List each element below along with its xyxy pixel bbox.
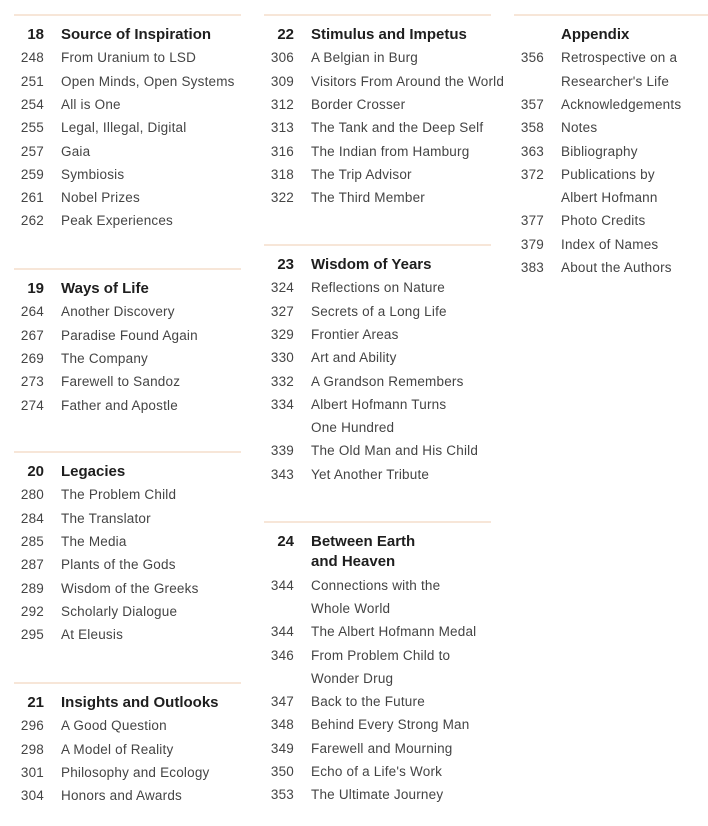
page-number: 327 [270,303,294,319]
section-divider [14,14,241,16]
page-number: 264 [20,304,44,320]
entry-title: The Problem Child [61,487,177,503]
chapter-title: Ways of Life [61,280,149,297]
entry-title: Father and Apostle [61,397,178,413]
section-divider [264,244,491,246]
chapter-number: 20 [27,463,44,480]
entry-title: Open Minds, Open Systems [61,73,235,89]
entry-title: Wonder Drug [311,670,394,686]
entry-title: Albert Hofmann Turns [311,396,447,412]
page-number: 349 [270,740,294,756]
section-divider [14,451,241,453]
page-number: 377 [520,213,544,229]
section-divider [264,14,491,16]
chapter-title: Insights and Outlooks [61,694,219,711]
page-number: 334 [270,396,294,412]
chapter-number: 19 [27,280,44,297]
entry-title: Paradise Found Again [61,327,198,343]
page-number: 255 [20,120,44,136]
page-number: 301 [20,764,44,780]
section-divider [264,521,491,523]
entry-title: Border Crosser [311,96,406,112]
page-number: 363 [520,143,544,159]
entry-title: All is One [61,96,121,112]
chapter-number: 21 [27,694,44,711]
entry-title: A Good Question [61,718,167,734]
page-number: 259 [20,166,44,182]
page-number: 343 [270,466,294,482]
page-number: 251 [20,73,44,89]
entry-title: Index of Names [561,236,659,252]
entry-title: Wisdom of the Greeks [61,580,199,596]
entry-title: Plants of the Gods [61,557,176,573]
page-number: 379 [520,236,544,252]
page-number: 257 [20,143,44,159]
chapter-number: 22 [277,26,294,43]
page-number: 330 [270,350,294,366]
entry-title: About the Authors [561,260,672,275]
page-number: 274 [20,397,44,413]
page-number: 295 [20,627,44,643]
page-number: 348 [270,717,294,733]
chapter-number: 24 [277,533,294,550]
chapter-title: Stimulus and Impetus [311,26,467,43]
entry-title: Connections with the [311,577,441,593]
page-number: 285 [20,533,44,549]
entry-title: The Translator [61,510,151,526]
page-number: 347 [270,694,294,710]
page-number: 329 [270,326,294,342]
entry-title: Whole World [311,600,391,616]
entry-title: Researcher's Life [561,73,670,89]
entry-title: The Indian from Hamburg [311,143,470,159]
entry-title: Yet Another Tribute [311,466,430,482]
entry-title: Notes [561,120,598,136]
entry-title: The Trip Advisor [311,166,412,182]
page-number: 248 [20,50,44,66]
page-number: 298 [20,741,44,757]
page-number: 287 [20,557,44,573]
page-number: 262 [20,213,44,229]
page-number: 284 [20,510,44,526]
section-divider [14,268,241,270]
page-number: 289 [20,580,44,596]
entry-title: Secrets of a Long Life [311,303,447,319]
page-number: 372 [520,166,544,182]
entry-title: The Media [61,533,127,549]
page-number: 383 [520,260,544,275]
entry-title: Scholarly Dialogue [61,603,178,619]
page-number: 316 [270,143,294,159]
page-number: 353 [270,787,294,803]
page-number: 313 [270,120,294,136]
entry-title: A Grandson Remembers [311,373,464,389]
entry-title: The Albert Hofmann Medal [311,624,477,640]
entry-title: The Company [61,350,148,366]
entry-title: One Hundred [311,420,395,436]
entry-title: Gaia [61,143,91,159]
page-number: 304 [20,788,44,804]
page-number: 324 [270,280,294,296]
entry-title: Bibliography [561,143,638,159]
page-number: 346 [270,647,294,663]
entry-title: Legal, Illegal, Digital [61,120,187,136]
entry-title: Philosophy and Ecology [61,764,210,780]
page-number: 254 [20,96,44,112]
entry-title: Another Discovery [61,304,175,320]
chapter-number: 18 [27,26,44,43]
chapter-title: Between Earth [311,533,416,550]
chapter-number: 23 [277,256,294,273]
chapter-title-line-2: and Heaven [311,553,396,571]
entry-title: Symbiosis [61,166,125,182]
entry-title: At Eleusis [61,627,124,643]
page-number: 344 [270,624,294,640]
chapter-title: Appendix [561,26,630,43]
entry-title: Reflections on Nature [311,280,446,296]
page-number: 332 [270,373,294,389]
entry-title: Echo of a Life's Work [311,764,443,779]
page-number: 339 [270,443,294,459]
chapter-title: Source of Inspiration [61,26,212,43]
entry-title: Acknowledgements [561,96,682,112]
entry-title: Nobel Prizes [61,190,140,206]
page-number: 280 [20,487,44,503]
page-number: 269 [20,350,44,366]
page-number: 292 [20,603,44,619]
chapter-title: Legacies [61,463,126,480]
entry-title: From Problem Child to [311,647,451,663]
page-number: 318 [270,166,294,182]
page-number: 357 [520,96,544,112]
page-number: 309 [270,73,294,89]
entry-title: Publications by [561,166,655,182]
entry-title: Visitors From Around the World [311,73,505,89]
page-number: 356 [520,50,544,66]
entry-title: Honors and Awards [61,788,182,804]
entry-title: Retrospective on a [561,50,678,66]
entry-title: Farewell and Mourning [311,740,453,756]
entry-title: A Belgian in Burg [311,50,418,66]
entry-title: Frontier Areas [311,326,399,342]
page-number: 358 [520,120,544,136]
entry-title: The Old Man and His Child [311,443,479,459]
page-number: 273 [20,374,44,390]
entry-title: A Model of Reality [61,741,174,757]
entry-title: Albert Hofmann [561,190,658,206]
entry-title: Behind Every Strong Man [311,717,470,733]
page-number: 267 [20,327,44,343]
page-number: 312 [270,96,294,112]
chapter-title: Wisdom of Years [311,256,432,273]
page-number: 306 [270,50,294,66]
entry-title: Back to the Future [311,694,425,710]
entry-title: Art and Ability [311,350,397,366]
page-number: 322 [270,190,294,206]
entry-title: Farewell to Sandoz [61,374,181,390]
section-divider [514,14,708,16]
page-number: 261 [20,190,44,206]
page-number: 344 [270,577,294,593]
entry-title: Photo Credits [561,213,646,229]
entry-title: The Third Member [311,190,425,206]
entry-title: From Uranium to LSD [61,50,197,66]
page-number: 296 [20,718,44,734]
entry-title: The Ultimate Journey [311,787,444,803]
entry-title: The Tank and the Deep Self [311,120,484,136]
page-number: 350 [270,764,294,779]
entry-title: Peak Experiences [61,213,174,229]
section-divider [14,682,241,684]
